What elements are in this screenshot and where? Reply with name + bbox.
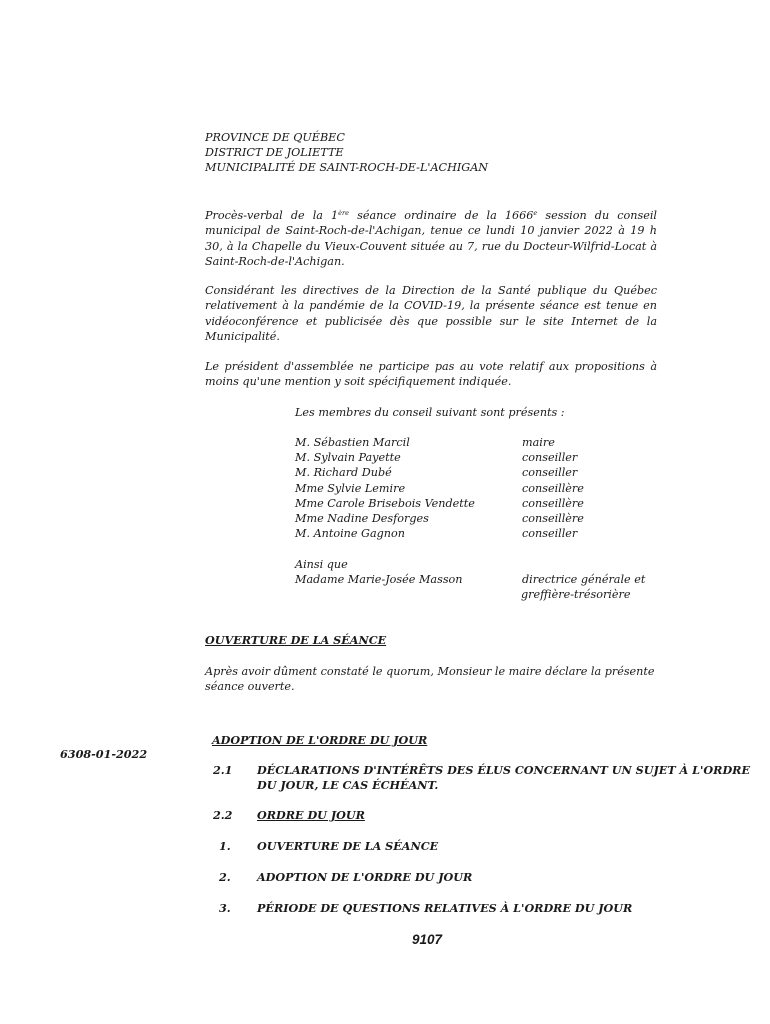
agenda-title: ADOPTION DE L'ORDRE DU JOUR [212,733,428,747]
header-municipality: MUNICIPALITÉ DE SAINT-ROCH-DE-L'ACHIGAN [205,161,489,174]
also-name: Madame Marie-Josée Masson [295,573,463,586]
header-province: PROVINCE DE QUÉBEC [205,131,345,144]
also-role-line1: directrice générale et [522,573,646,586]
agenda-item-2-2-number: 2.2 [213,808,233,822]
agenda-list-number: 1. [219,839,231,853]
opening-title: OUVERTURE DE LA SÉANCE [205,633,387,647]
member-name: Mme Nadine Desforges [295,512,429,525]
member-role: conseillère [522,497,584,510]
member-role: conseiller [522,466,578,479]
header-district: DISTRICT DE JOLIETTE [205,146,344,159]
member-role: conseillère [522,512,584,525]
member-role: conseillère [522,482,584,495]
agenda-list-number: 3. [219,901,231,915]
agenda-item-2-1-text-cont: DU JOUR, LE CAS ÉCHÉANT. [257,778,439,792]
member-name: M. Richard Dubé [295,466,392,479]
member-name: Mme Carole Brisebois Vendette [295,497,475,510]
agenda-list-item: PÉRIODE DE QUESTIONS RELATIVES À L'ORDRE DU JOUR [257,901,633,915]
also-label: Ainsi que [295,558,348,571]
president-paragraph: Le président d'assemblée ne participe pas au vote relatif aux propositions à moins qu'une mention y soit spécifiquement indiquée. [205,360,657,389]
covid-paragraph: Considérant les directives de la Direction de la Santé publique du Québec relativement à la pandémie de la COVID-19, la présente séance est tenue en vidéoconférence et publicisée dès que possible sur le site Internet de la Municipalité. [205,284,657,343]
member-name: Mme Sylvie Lemire [295,482,406,495]
member-name: M. Sébastien Marcil [295,436,410,449]
agenda-item-2-1-text: DÉCLARATIONS D'INTÉRÊTS DES ÉLUS CONCERNANT UN SUJET À L'ORDRE [257,763,750,777]
member-name: M. Sylvain Payette [295,451,401,464]
agenda-list-item: ADOPTION DE L'ORDRE DU JOUR [257,870,473,884]
resolution-number: 6308-01-2022 [60,747,148,761]
minutes-intro-paragraph: Procès-verbal de la 1ère séance ordinaire de la 1666e session du conseil municipal de Saint-Roch-de-l'Achigan, tenue ce lundi 10 janvier 2022 à 19 h 30, à la Chapelle du Vieux-Couvent située au 7, rue du Docteur-Wilfrid-Locat à Saint-Roch-de-l'Achigan. [205,209,657,268]
member-role: maire [522,436,555,449]
agenda-list-number: 2. [219,870,231,884]
member-name: M. Antoine Gagnon [295,527,405,540]
also-role-line2: greffière-trésorière [521,588,631,601]
opening-text: Après avoir dûment constaté le quorum, Monsieur le maire déclare la présente séance ouverte. [205,665,655,694]
member-role: conseiller [522,527,578,540]
agenda-item-2-1-number: 2.1 [213,763,233,777]
member-role: conseiller [522,451,578,464]
agenda-item-2-2-text: ORDRE DU JOUR [257,808,365,822]
members-intro: Les membres du conseil suivant sont présents : [295,406,565,419]
agenda-list-item: OUVERTURE DE LA SÉANCE [257,839,439,853]
page-number: 9107 [412,932,443,947]
